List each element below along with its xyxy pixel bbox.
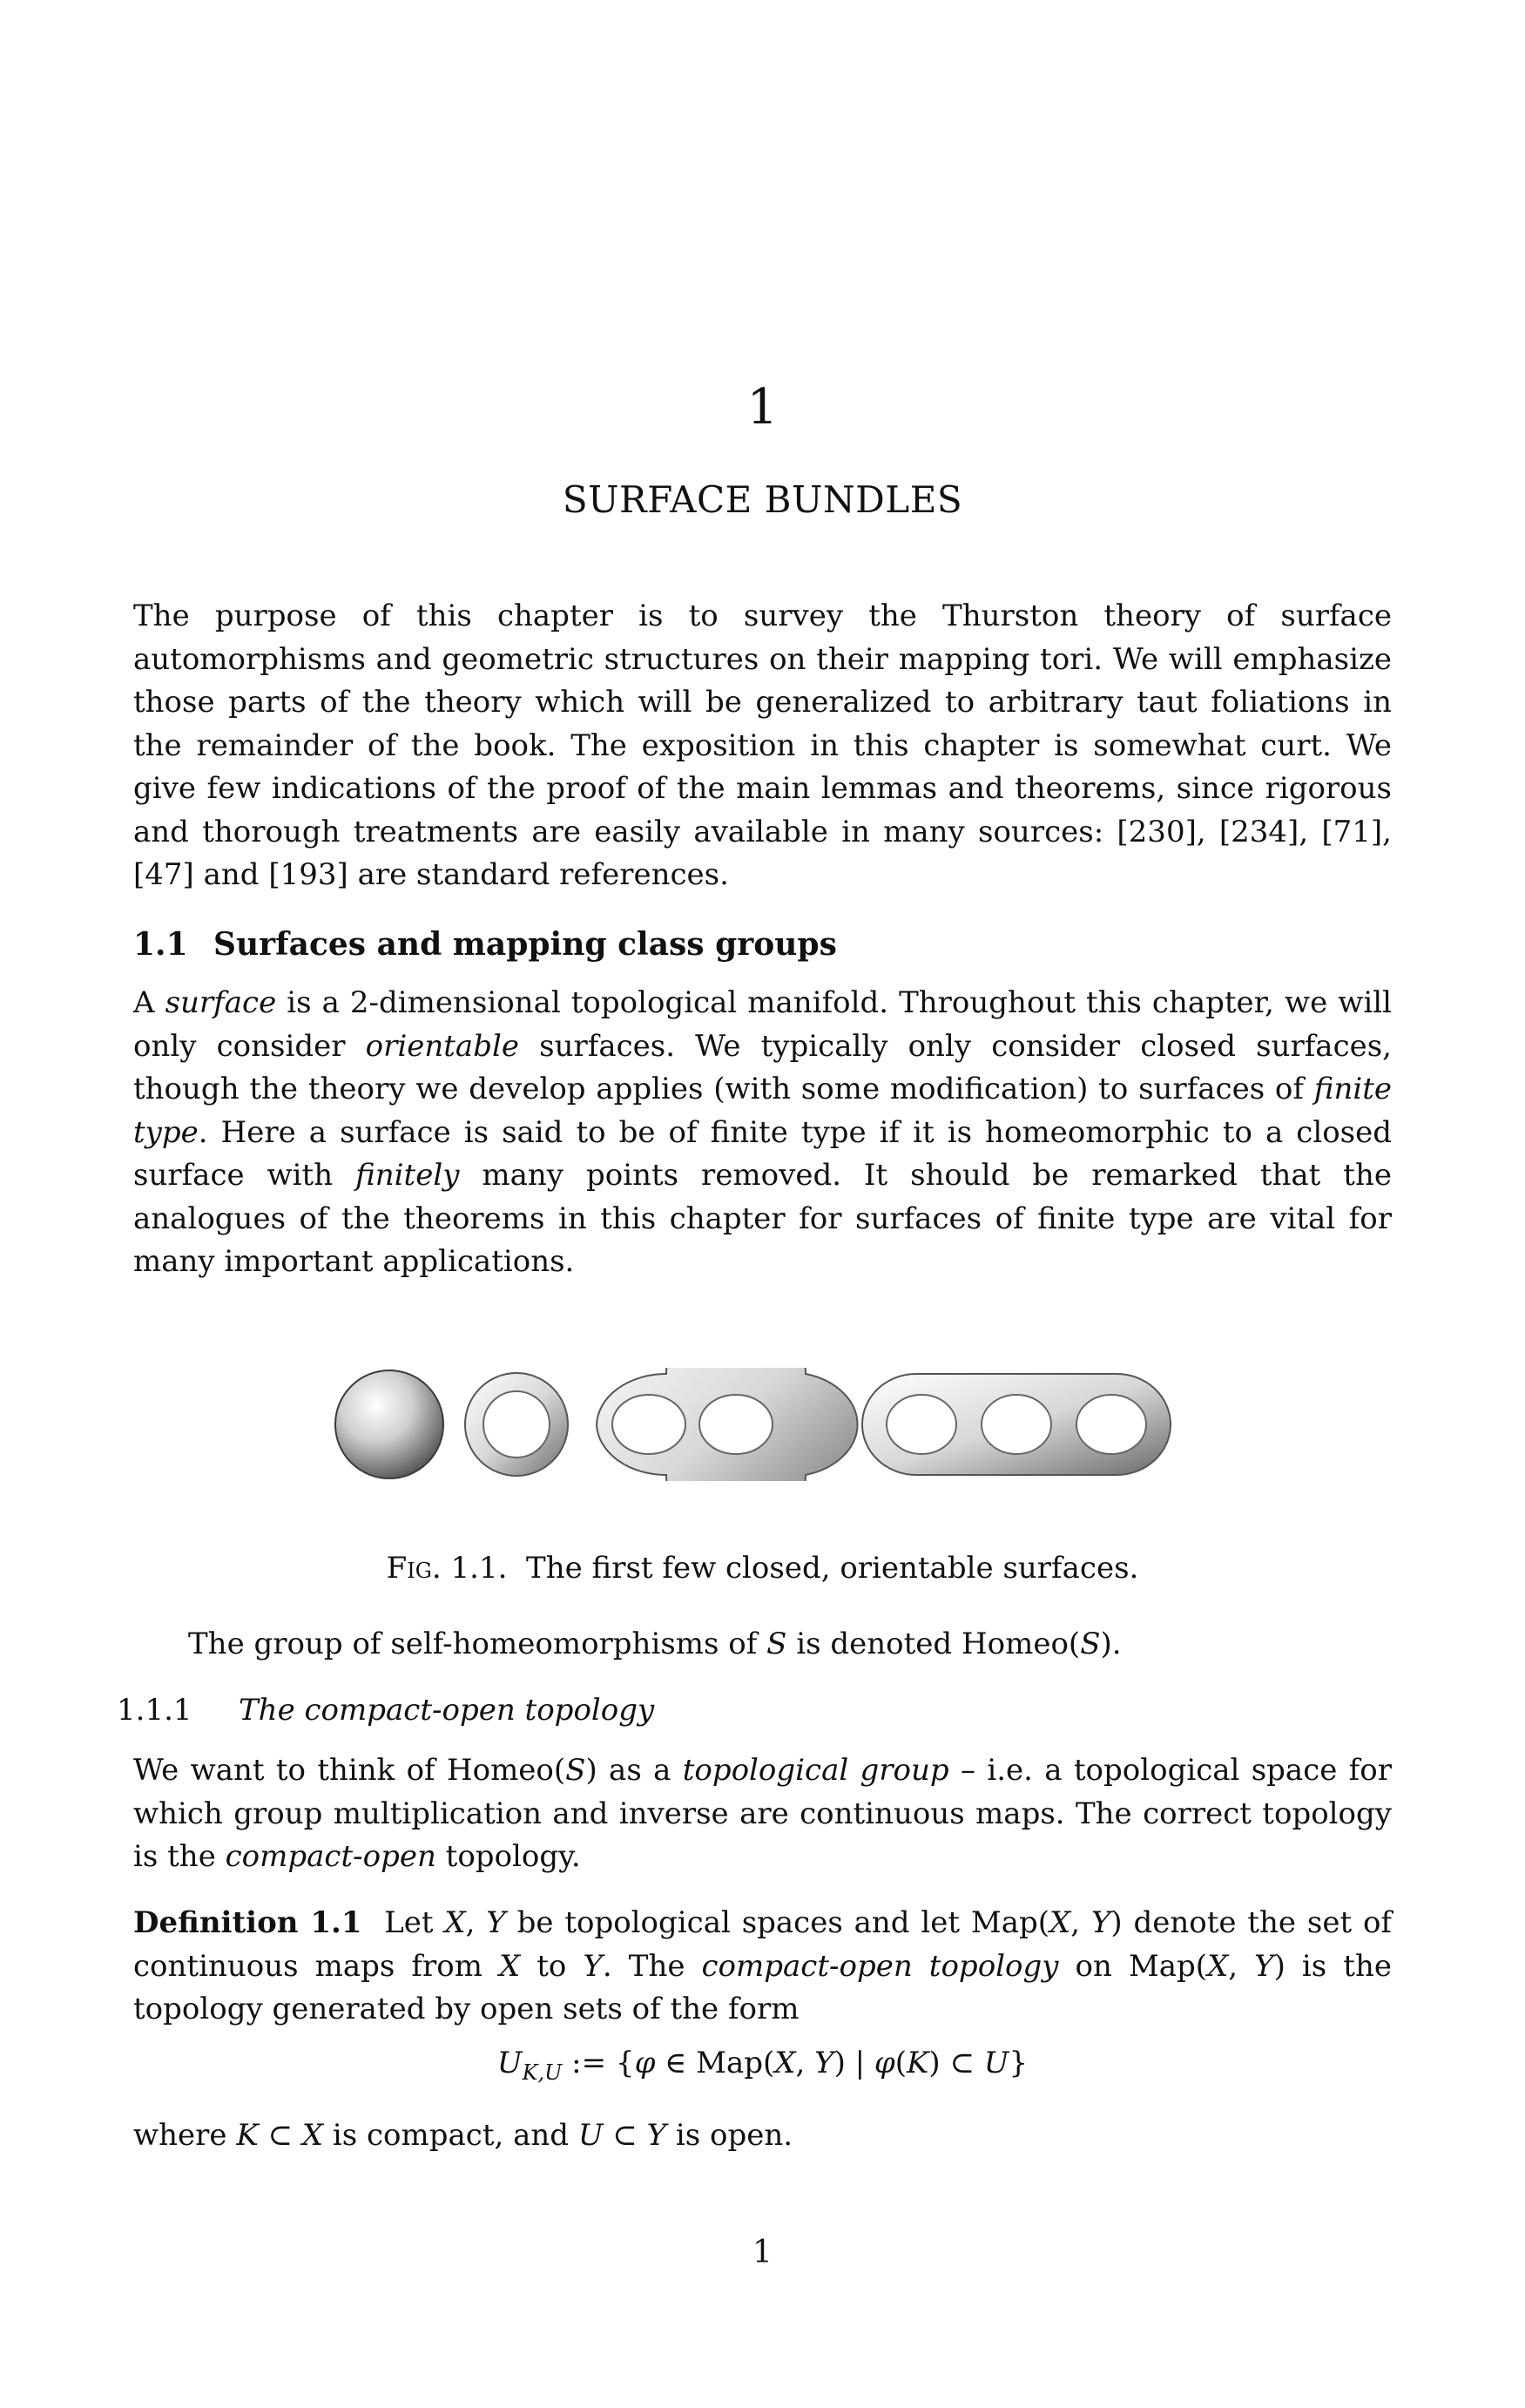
text-run: is a 2-dimensional topological manifold. Throughout this chapter, we will only consider (133, 985, 1392, 1064)
text-run: to (520, 1948, 584, 1984)
subsection-paragraph (133, 1749, 1392, 1879)
text-run: – i.e. a topological space for which group multiplication and inverse are continuous maps. The correct topology is the (133, 1753, 1392, 1874)
text-run: on Map( (1058, 1948, 1208, 1984)
figure-caption (0, 1551, 1525, 1586)
math-K: K (236, 2118, 259, 2153)
text-run: ⊂ (258, 2118, 302, 2153)
text-run: := { (562, 2046, 635, 2080)
math-X: X (1207, 1948, 1229, 1984)
text-run: ) denote the set of continuous maps from (133, 1905, 1392, 1984)
math-phi: φ (634, 2046, 656, 2080)
text-run: ). (1100, 1627, 1122, 1661)
torus-surface (465, 1373, 568, 1476)
term-finite-type: finite type (133, 1072, 1392, 1150)
text-run: is compact, and (323, 2118, 578, 2153)
subsection-paragraph-block (133, 1749, 1392, 1879)
chapter-title: SURFACE BUNDLES (562, 478, 963, 521)
homeo-sentence (188, 1627, 1122, 1662)
term-compact-open-topology: compact-open topology (701, 1948, 1059, 1984)
text-run: is denoted Homeo( (786, 1627, 1081, 1661)
math-Y: Y (1090, 1905, 1111, 1940)
section-number: 1.1 (133, 926, 188, 963)
section-title: Surfaces and mapping class groups (213, 926, 837, 963)
subsection-title: The compact-open topology (239, 1693, 655, 1728)
section-paragraph (133, 982, 1392, 1284)
math-Y: Y (1254, 1948, 1274, 1984)
figure-caption-text: The first few closed, orientable surfaces. (526, 1551, 1139, 1586)
math-subscript: K,U (522, 2060, 563, 2085)
intro-paragraph: The purpose of this chapter is to survey the Thurston theory of surface automorphisms and geometric structures on their mapping tori. We will emphasize those parts of the theory which will be generalized to arbitrary taut foliations in the remainder of the book. The exposition in this chapter is somewhat curt. We give few indications of the proof of the main lemmas and theorems, since rigorous and thorough treatments are easily available in many sources: [230], [234], [71], [47] and [193] are standard references. (133, 599, 1392, 892)
math-X: X (301, 2118, 324, 2153)
math-K: K (907, 2046, 929, 2080)
term-topological-group: topological group (682, 1753, 949, 1788)
text-run: be topological spaces and let Map( (505, 1905, 1050, 1940)
text-run: ) is the topology generated by open sets of the form (133, 1948, 1392, 2026)
math-Y: Y (583, 1948, 603, 1984)
text-run: , (465, 1905, 487, 1940)
term-surface: surface (165, 985, 277, 1020)
surfaces-figure (322, 1368, 1193, 1481)
text-run: , (1070, 1905, 1091, 1940)
text-run: Let (384, 1905, 445, 1940)
math-X: X (444, 1905, 466, 1940)
text-run: ) | (833, 2046, 874, 2080)
section-paragraph-block (133, 982, 1392, 1284)
intro-paragraph-block (133, 595, 1392, 897)
math-S: S (1080, 1627, 1101, 1661)
sphere-surface (335, 1370, 443, 1478)
definition-block (133, 1902, 1392, 2032)
math-Y: Y (814, 2046, 834, 2080)
math-S: S (766, 1627, 787, 1661)
math-Y: Y (646, 2118, 667, 2153)
text-run: ) as a (585, 1753, 683, 1788)
text-run: where (133, 2118, 237, 2153)
math-X: X (498, 1948, 521, 1984)
text-run: topology. (435, 1839, 581, 1874)
text-run: . The (602, 1948, 702, 1984)
text-run: } (1009, 2046, 1029, 2080)
math-Y: Y (486, 1905, 506, 1940)
text-run: many points removed. It should be remarked that the analogues of the theorems in this chapter for surfaces of finite type are vital for many important applications. (133, 1158, 1392, 1279)
section-heading (133, 926, 837, 964)
text-run: ⊂ (603, 2118, 647, 2153)
math-X: X (774, 2046, 796, 2080)
text-run: . Here a surface is said to be of finite type if it is homeomorphic to a closed surface with (133, 1114, 1392, 1193)
math-S: S (565, 1753, 586, 1788)
math-phi: φ (874, 2046, 895, 2080)
figure-label: Fig. 1.1. (386, 1551, 508, 1586)
definition-paragraph (133, 1902, 1392, 2032)
genus-three-surface (862, 1374, 1171, 1475)
math-U: U (577, 2118, 604, 2153)
text-run: surfaces. We typically only consider closed surfaces, though the theory we develop applies (with some modification) to surfaces of (133, 1028, 1392, 1106)
text-run: ) ⊂ (928, 2046, 984, 2080)
text-run: is open. (666, 2118, 793, 2153)
text-run: We want to think of Homeo( (133, 1753, 566, 1788)
after-equation-line (133, 2118, 793, 2154)
text-run: The group of self-homeomorphisms of (188, 1627, 767, 1661)
definition-label: Definition 1.1 (133, 1905, 362, 1940)
text-run: , (1228, 1948, 1255, 1984)
chapter-number: 1 (746, 379, 779, 436)
term-compact-open: compact-open (225, 1839, 436, 1874)
subsection-heading (117, 1693, 654, 1728)
text-run: ( (894, 2046, 907, 2080)
subsection-number: 1.1.1 (117, 1693, 192, 1728)
math-U: U (496, 2046, 523, 2080)
text-run: , (795, 2046, 815, 2080)
display-equation (0, 2046, 1525, 2086)
text-run: A (133, 985, 165, 1020)
term-orientable: orientable (365, 1028, 519, 1064)
math-X: X (1049, 1905, 1071, 1940)
page-number: 1 (752, 2235, 773, 2270)
term-finitely: finitely (355, 1158, 460, 1193)
text-run: ∈ Map( (655, 2046, 775, 2080)
math-U: U (983, 2046, 1009, 2080)
genus-two-surface (597, 1368, 858, 1481)
